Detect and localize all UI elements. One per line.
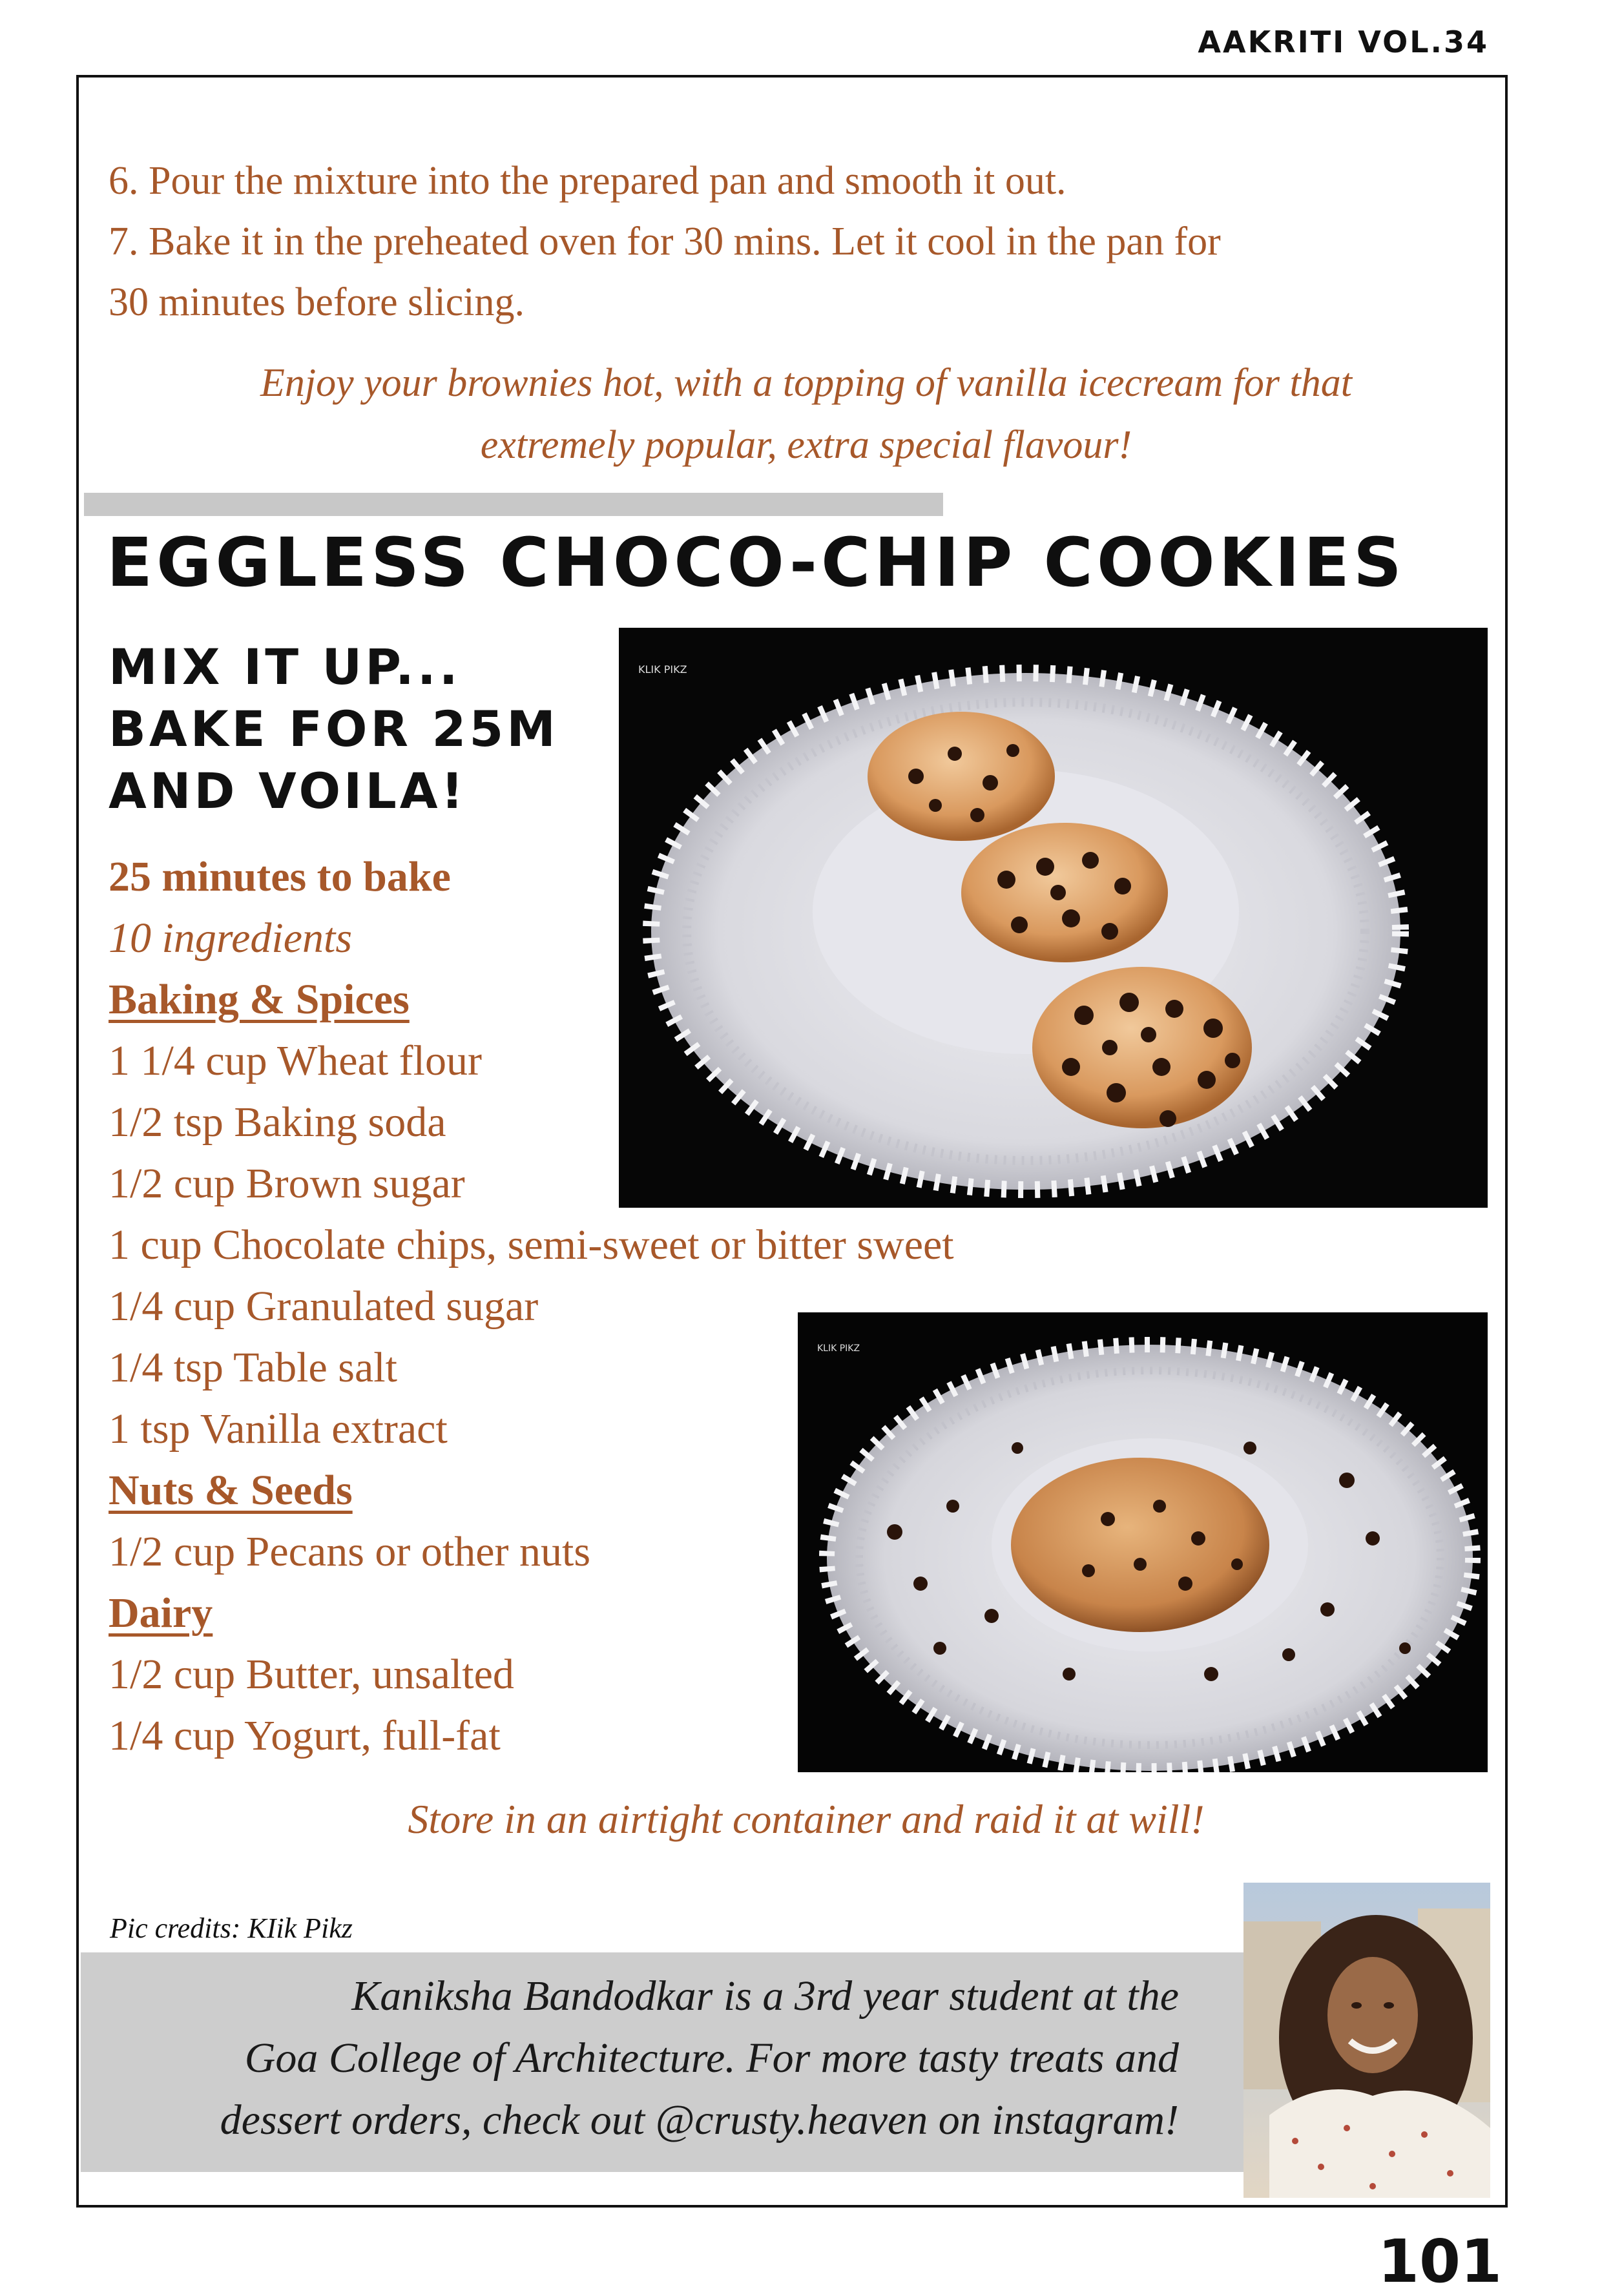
ingredient-item: 1/2 cup Brown sugar	[109, 1160, 465, 1207]
subtitle-line: BAKE FOR 25M	[109, 700, 559, 758]
magazine-header: AAKRITI VOL.34	[1198, 25, 1489, 59]
subtitle-line: MIX IT UP...	[109, 638, 461, 696]
cookie-photo-stacked	[619, 628, 1488, 1208]
step-7: 7. Bake it in the preheated oven for 30 mins. Let it cool in the pan for	[109, 220, 1221, 264]
subtitle-line: AND VOILA!	[109, 762, 467, 820]
bake-time: 25 minutes to bake	[109, 853, 451, 900]
author-bio	[81, 1965, 1179, 2151]
author-portrait-illustration	[1243, 1883, 1490, 2198]
cookies-illustration	[619, 628, 1488, 1208]
ingredient-item: 1 cup Chocolate chips, semi-sweet or bitter sweet	[109, 1221, 954, 1268]
ingredient-item: 1/2 tsp Baking soda	[109, 1099, 446, 1146]
ingredient-item: 1 1/4 cup Wheat flour	[109, 1037, 482, 1084]
ingredient-count: 10 ingredients	[109, 915, 353, 962]
step-6: 6. Pour the mixture into the prepared pan and smooth it out.	[109, 159, 1066, 203]
ingredient-item: 1/2 cup Pecans or other nuts	[109, 1528, 591, 1575]
heading-nuts-seeds: Nuts & Seeds	[109, 1467, 353, 1514]
page-number: 101	[1377, 2227, 1502, 2296]
photo-credits: Pic credits: KIik Pikz	[110, 1912, 353, 1944]
step-7-continued: 30 minutes before slicing.	[109, 280, 525, 324]
watermark: KLIK PIKZ	[638, 663, 687, 676]
bio-line: Goa College of Architecture. For more tasty treats and	[244, 2034, 1179, 2082]
cookie-photo-single	[798, 1312, 1488, 1772]
author-bio-band	[81, 1952, 1243, 2172]
ingredient-item: 1/4 cup Granulated sugar	[109, 1283, 539, 1330]
ingredient-item: 1/4 tsp Table salt	[109, 1344, 397, 1391]
enjoy-note-line: extremely popular, extra special flavour!	[480, 423, 1132, 467]
ingredient-item: 1/2 cup Butter, unsalted	[109, 1651, 514, 1698]
cookie-illustration	[798, 1312, 1488, 1772]
watermark: KLIK PIKZ	[817, 1343, 860, 1354]
author-photo	[1243, 1883, 1490, 2198]
ingredient-item: 1 tsp Vanilla extract	[109, 1405, 448, 1453]
bio-line: dessert orders, check out @crusty.heaven on instagram!	[220, 2096, 1179, 2144]
store-note: Store in an airtight container and raid it at will!	[408, 1796, 1205, 1842]
heading-baking-spices: Baking & Spices	[109, 976, 410, 1023]
recipe-subtitle	[109, 636, 559, 822]
enjoy-note-line: Enjoy your brownies hot, with a topping of vanilla icecream for that	[260, 361, 1352, 405]
enjoy-note	[109, 352, 1504, 476]
heading-dairy: Dairy	[109, 1589, 213, 1637]
recipe-title: EGGLESS CHOCO-CHIP COOKIES	[107, 523, 1406, 602]
bio-line: Kaniksha Bandodkar is a 3rd year student at the	[351, 1972, 1179, 2020]
section-divider	[84, 493, 943, 516]
ingredient-item: 1/4 cup Yogurt, full-fat	[109, 1712, 501, 1759]
